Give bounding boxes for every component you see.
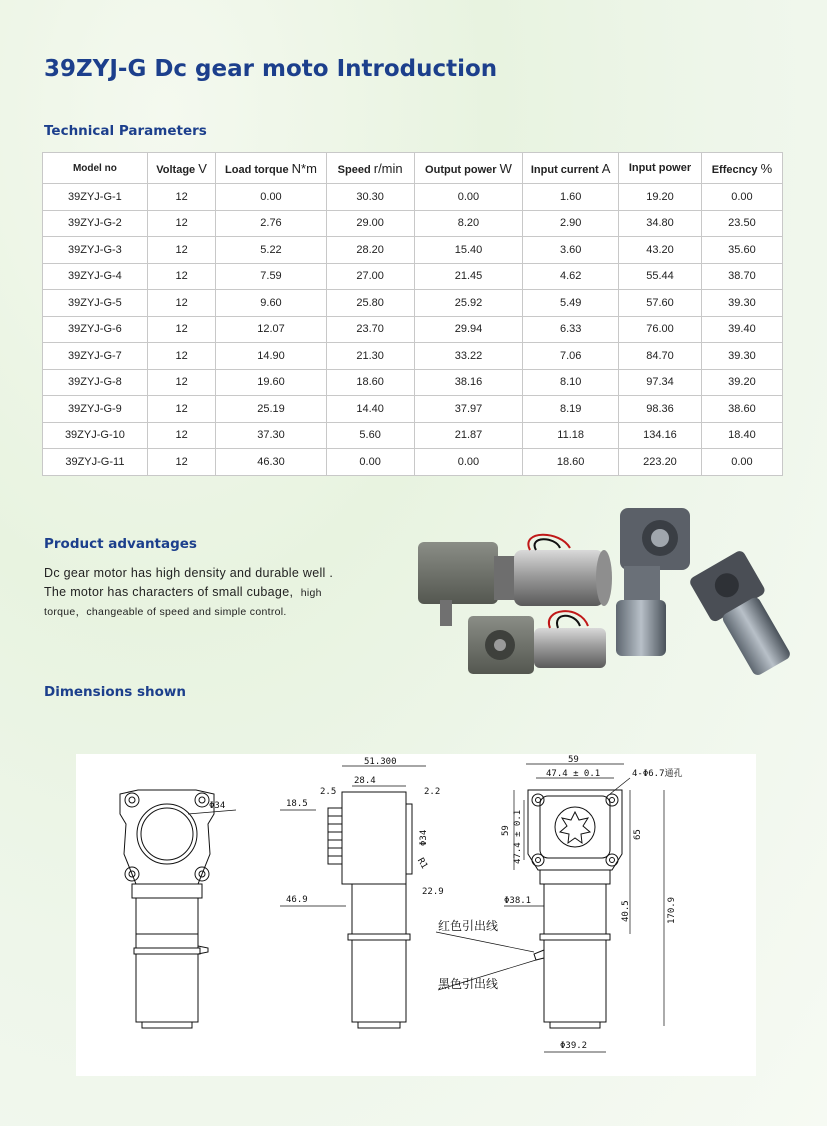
table-cell: 5.49 — [523, 290, 619, 317]
table-cell: 12 — [147, 449, 216, 476]
table-cell: 98.36 — [619, 396, 702, 423]
dim-47-4-side: 47.4 ± 0.1 — [513, 809, 523, 864]
table-cell: 39ZYJ-G-1 — [43, 184, 148, 211]
table-cell: 39ZYJ-G-5 — [43, 290, 148, 317]
photo-motor-vertical — [616, 508, 690, 656]
dim-47-4: 47.4 ± 0.1 — [546, 769, 601, 779]
dim-d38-1: Φ38.1 — [504, 896, 532, 906]
table-row — [43, 422, 783, 449]
table-cell: 12 — [147, 422, 216, 449]
table-cell: 5.60 — [326, 422, 414, 449]
dim-46-9: 46.9 — [286, 895, 308, 905]
table-cell: 14.90 — [216, 343, 326, 370]
section-product-advantages: Product advantages — [44, 536, 197, 552]
table-cell: 21.30 — [326, 343, 414, 370]
table-cell: 12 — [147, 290, 216, 317]
dim-holes: 4-Φ6.7通孔 — [632, 769, 683, 779]
table-cell: 12 — [147, 369, 216, 396]
table-cell: 57.60 — [619, 290, 702, 317]
table-cell: 39ZYJ-G-2 — [43, 210, 148, 237]
dim-40-5: 40.5 — [621, 900, 631, 922]
dim-170-9: 170.9 — [667, 896, 677, 924]
table-cell: 7.06 — [523, 343, 619, 370]
table-cell: 33.22 — [414, 343, 523, 370]
dim-65: 65 — [633, 829, 643, 840]
dim-22-9: 22.9 — [422, 887, 444, 897]
table-cell: 19.20 — [619, 184, 702, 211]
table-row — [43, 316, 783, 343]
advantages-line-1: Dc gear motor has high density and durable well . — [44, 566, 334, 580]
dim-d39-2: Φ39.2 — [560, 1041, 588, 1051]
drawing-front-view — [120, 790, 236, 1028]
section-dimensions-shown: Dimensions shown — [44, 684, 186, 700]
table-cell: 35.60 — [701, 237, 782, 264]
table-cell: 43.20 — [619, 237, 702, 264]
table-cell: 21.45 — [414, 263, 523, 290]
table-cell: 5.22 — [216, 237, 326, 264]
table-cell: 0.00 — [414, 449, 523, 476]
table-cell: 39.20 — [701, 369, 782, 396]
table-cell: 18.60 — [326, 369, 414, 396]
header-speed: Speed r/min — [326, 153, 414, 184]
table-row — [43, 263, 783, 290]
table-cell: 15.40 — [414, 237, 523, 264]
table-cell: 0.00 — [414, 184, 523, 211]
table-cell: 12 — [147, 263, 216, 290]
table-cell: 39.40 — [701, 316, 782, 343]
table-cell: 39ZYJ-G-3 — [43, 237, 148, 264]
table-cell: 18.60 — [523, 449, 619, 476]
table-row — [43, 396, 783, 423]
table-cell: 12 — [147, 396, 216, 423]
table-cell: 9.60 — [216, 290, 326, 317]
table-cell: 27.00 — [326, 263, 414, 290]
table-cell: 3.60 — [523, 237, 619, 264]
table-row — [43, 184, 783, 211]
page-title: 39ZYJ-G Dc gear moto Introduction — [44, 56, 498, 82]
dim-18-5: 18.5 — [286, 799, 308, 809]
dim-2-2: 2.2 — [424, 787, 441, 797]
table-cell: 19.60 — [216, 369, 326, 396]
dim-28-4: 28.4 — [354, 776, 376, 786]
table-cell: 39.30 — [701, 290, 782, 317]
table-cell: 38.70 — [701, 263, 782, 290]
dim-2-5: 2.5 — [320, 787, 337, 797]
drawing-top-view — [436, 755, 683, 1052]
table-row — [43, 449, 783, 476]
table-header-row — [43, 153, 783, 184]
header-load-torque: Load torque N*m — [216, 153, 326, 184]
dim-59-top: 59 — [568, 755, 579, 765]
dim-51-300: 51.300 — [364, 757, 397, 767]
table-cell: 2.76 — [216, 210, 326, 237]
header-output-power: Output power W — [414, 153, 523, 184]
label-black-wire: 黑色引出线 — [438, 977, 499, 991]
dim-59-side: 59 — [501, 825, 511, 836]
table-cell: 84.70 — [619, 343, 702, 370]
table-cell: 12.07 — [216, 316, 326, 343]
table-cell: 134.16 — [619, 422, 702, 449]
drawing-side-view — [280, 757, 444, 1028]
table-cell: 18.40 — [701, 422, 782, 449]
table-cell: 0.00 — [216, 184, 326, 211]
table-cell: 39ZYJ-G-6 — [43, 316, 148, 343]
table-cell: 39ZYJ-G-11 — [43, 449, 148, 476]
table-cell: 39ZYJ-G-7 — [43, 343, 148, 370]
table-cell: 29.00 — [326, 210, 414, 237]
header-voltage: Voltage V — [147, 153, 216, 184]
table-cell: 39ZYJ-G-8 — [43, 369, 148, 396]
table-cell: 1.60 — [523, 184, 619, 211]
table-cell: 39ZYJ-G-4 — [43, 263, 148, 290]
table-cell: 38.16 — [414, 369, 523, 396]
table-cell: 223.20 — [619, 449, 702, 476]
table-cell: 0.00 — [701, 184, 782, 211]
table-cell: 39.30 — [701, 343, 782, 370]
table-cell: 38.60 — [701, 396, 782, 423]
header-input-power: Input power — [619, 153, 702, 184]
table-cell: 25.19 — [216, 396, 326, 423]
table-cell: 2.90 — [523, 210, 619, 237]
table-cell: 55.44 — [619, 263, 702, 290]
table-cell: 46.30 — [216, 449, 326, 476]
advantages-line-3: torque，changeable of speed and simple control. — [44, 606, 287, 618]
table-cell: 8.19 — [523, 396, 619, 423]
table-cell: 4.62 — [523, 263, 619, 290]
table-cell: 29.94 — [414, 316, 523, 343]
photo-motor-tilted — [688, 549, 800, 682]
dim-r1: R1 — [414, 856, 429, 871]
table-cell: 37.30 — [216, 422, 326, 449]
table-body — [43, 184, 783, 476]
photo-motor-horizontal — [418, 535, 612, 626]
table-cell: 28.20 — [326, 237, 414, 264]
table-cell: 76.00 — [619, 316, 702, 343]
table-cell: 12 — [147, 343, 216, 370]
table-cell: 30.30 — [326, 184, 414, 211]
table-cell: 23.50 — [701, 210, 782, 237]
table-cell: 11.18 — [523, 422, 619, 449]
table-row — [43, 210, 783, 237]
table-cell: 7.59 — [216, 263, 326, 290]
table-row — [43, 369, 783, 396]
table-row — [43, 237, 783, 264]
dimension-drawing — [76, 754, 756, 1076]
label-red-wire: 红色引出线 — [438, 919, 499, 933]
table-cell: 8.10 — [523, 369, 619, 396]
table-cell: 12 — [147, 210, 216, 237]
table-cell: 25.92 — [414, 290, 523, 317]
header-efficiency: Effecncy % — [701, 153, 782, 184]
photo-motor-front — [468, 611, 606, 674]
advantages-text — [44, 564, 384, 622]
advantages-line-2: The motor has characters of small cubage, high — [44, 585, 322, 599]
dim-d34-left: Φ34 — [209, 801, 226, 811]
dim-d34-mid: Φ34 — [419, 829, 429, 846]
table-cell: 39ZYJ-G-9 — [43, 396, 148, 423]
table-cell: 25.80 — [326, 290, 414, 317]
header-model: Model no — [43, 153, 148, 184]
table-cell: 97.34 — [619, 369, 702, 396]
table-cell: 0.00 — [326, 449, 414, 476]
table-cell: 6.33 — [523, 316, 619, 343]
table-cell: 23.70 — [326, 316, 414, 343]
table-cell: 12 — [147, 316, 216, 343]
table-cell: 12 — [147, 237, 216, 264]
table-row — [43, 343, 783, 370]
parameters-table — [42, 152, 783, 476]
product-photos — [410, 500, 800, 690]
table-cell: 37.97 — [414, 396, 523, 423]
table-cell: 21.87 — [414, 422, 523, 449]
table-cell: 0.00 — [701, 449, 782, 476]
section-technical-parameters: Technical Parameters — [44, 123, 207, 139]
table-cell: 14.40 — [326, 396, 414, 423]
table-cell: 34.80 — [619, 210, 702, 237]
header-input-current: Input current A — [523, 153, 619, 184]
table-cell: 12 — [147, 184, 216, 211]
table-row — [43, 290, 783, 317]
table-cell: 39ZYJ-G-10 — [43, 422, 148, 449]
table-cell: 8.20 — [414, 210, 523, 237]
